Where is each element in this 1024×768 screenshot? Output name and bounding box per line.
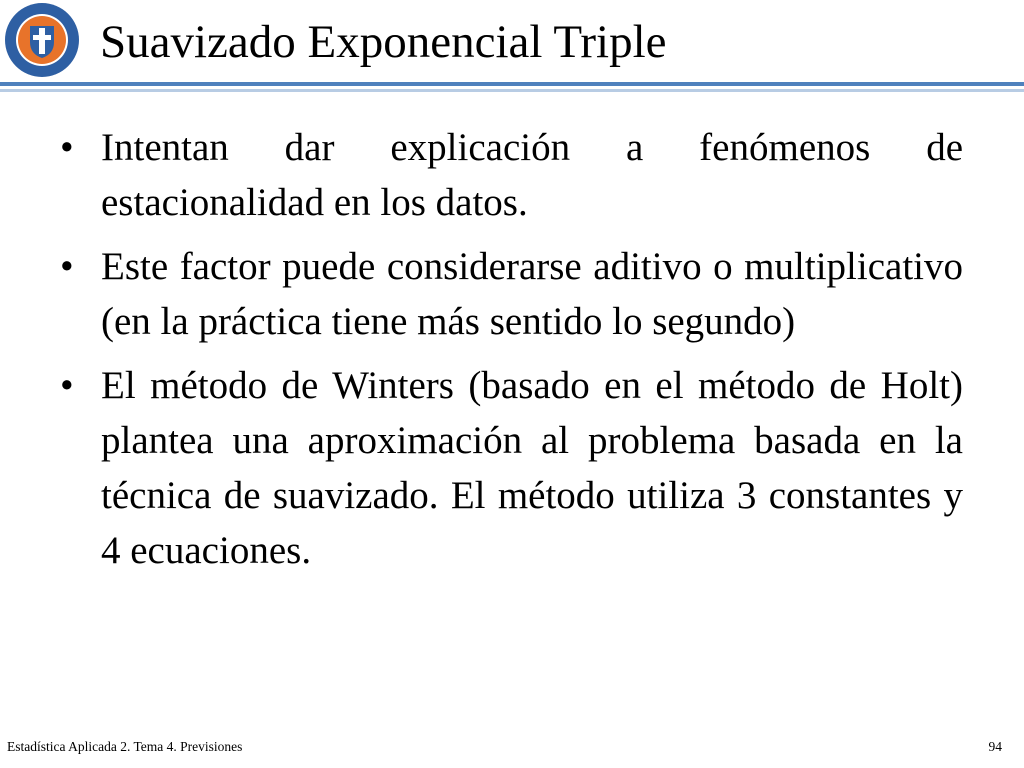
bullet-dot-icon: •: [60, 364, 74, 407]
footer-course: Estadística Aplicada 2. Tema 4. Previsiones: [7, 739, 243, 754]
bullet-dot-icon: •: [60, 126, 74, 169]
bullet-text: Este factor puede considerarse aditivo o multiplicativo (en la práctica tiene más sentido lo segundo): [101, 245, 963, 343]
bullet-text: Intentan dar explicación a fenómenos de estacionalidad en los datos.: [101, 126, 963, 224]
bullet-list: [60, 120, 963, 587]
bullet-dot-icon: •: [60, 245, 74, 288]
title-divider-light: [0, 89, 1024, 92]
bullet-text: El método de Winters (basado en el método de Holt) plantea una aproximación al problema basada en la técnica de suavizado. El método utiliza 3 constantes y 4 ecuaciones.: [101, 364, 963, 572]
slide-title: Suavizado Exponencial Triple: [100, 16, 667, 68]
bullet-item: [60, 239, 963, 349]
bullet-item: [60, 358, 963, 578]
page-number: 94: [988, 739, 1002, 754]
university-seal-icon: [4, 2, 80, 78]
title-divider: [0, 82, 1024, 86]
bullet-item: [60, 120, 963, 230]
